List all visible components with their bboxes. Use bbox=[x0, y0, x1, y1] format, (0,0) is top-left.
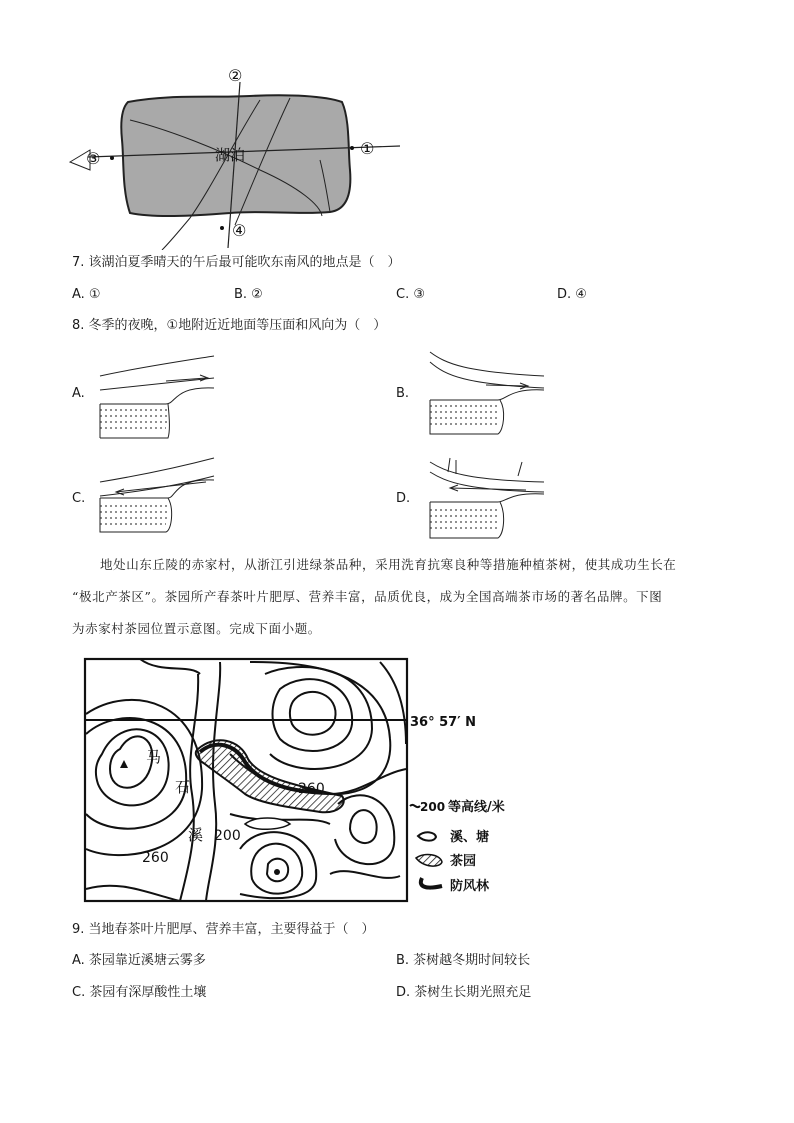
q7-option-d[interactable]: D. ④ bbox=[557, 287, 587, 302]
contour-label-200: 200 bbox=[214, 828, 241, 844]
point-1-label: ① bbox=[360, 139, 375, 158]
legend-label-windbreak: 防风林 bbox=[450, 879, 490, 894]
legend-label-contour: 等高线/米 bbox=[448, 800, 505, 815]
q9-option-c[interactable]: C. 茶园有深厚酸性土壤 bbox=[72, 985, 207, 1000]
stream-char-1: 马 bbox=[146, 748, 162, 766]
legend-label-stream: 溪、塘 bbox=[450, 830, 490, 845]
passage-line-1: 地处山东丘陵的赤家村，从浙江引进绿茶品种，采用洗育抗寒良种等措施种植茶树，使其成功生长在 bbox=[100, 557, 677, 572]
passage-line-2: “极北产茶区”。茶园所产春茶叶片肥厚、营养丰富，品质优良，成为全国高端茶市场的著名品牌。下图 bbox=[72, 589, 663, 604]
lake-label: 湖泊 bbox=[215, 146, 246, 164]
q8-option-c-diagram[interactable] bbox=[96, 452, 218, 544]
legend-icon-windbreak bbox=[421, 878, 442, 888]
q8-option-a-diagram[interactable] bbox=[96, 352, 218, 444]
q9-option-b[interactable]: B. 茶树越冬期时间较长 bbox=[396, 953, 531, 968]
map-legend bbox=[410, 799, 505, 894]
point-3-label: ③ bbox=[86, 149, 101, 168]
q8-option-d-label[interactable]: D. bbox=[396, 491, 411, 506]
q7-option-b[interactable]: B. ② bbox=[234, 287, 263, 302]
q9-stem: 9. 当地春茶叶片肥厚、营养丰富，主要得益于（ ） bbox=[72, 922, 375, 937]
stream-char-3: 溪 bbox=[188, 826, 204, 844]
stream-char-2: 石 bbox=[175, 778, 191, 796]
passage-line-3: 为赤家村茶园位置示意图。完成下面小题。 bbox=[72, 621, 321, 636]
q9-option-a[interactable]: A. 茶园靠近溪塘云雾多 bbox=[72, 953, 206, 968]
contour-label-260-a: 260 bbox=[298, 781, 325, 797]
legend-icon-tea bbox=[416, 855, 442, 867]
q7-option-a[interactable]: A. ① bbox=[72, 287, 101, 302]
point-4-label: ④ bbox=[232, 221, 247, 240]
legend-symbol-contour: 200 bbox=[420, 800, 446, 814]
q8-option-c-label[interactable]: C. bbox=[72, 491, 86, 506]
q8-option-b-diagram[interactable] bbox=[426, 350, 548, 442]
q7-stem: 7. 该湖泊夏季晴天的午后最可能吹东南风的地点是（ ） bbox=[72, 255, 401, 270]
q8-option-b-label[interactable]: B. bbox=[396, 386, 410, 401]
contour-label-260-b: 260 bbox=[142, 850, 169, 866]
q7-option-c[interactable]: C. ③ bbox=[396, 287, 425, 302]
lake-figure bbox=[60, 60, 420, 250]
latitude-label: 36° 57′ N bbox=[410, 715, 477, 730]
q8-option-d-diagram[interactable] bbox=[426, 452, 548, 544]
tea-garden-map bbox=[80, 654, 530, 908]
legend-icon-stream bbox=[418, 832, 436, 840]
q9-option-d[interactable]: D. 茶树生长期光照充足 bbox=[396, 985, 532, 1000]
legend-label-tea: 茶园 bbox=[450, 854, 477, 869]
pond bbox=[245, 818, 290, 829]
q8-stem: 8. 冬季的夜晚，①地附近近地面等压面和风向为（ ） bbox=[72, 318, 387, 333]
point-2-label: ② bbox=[228, 66, 243, 85]
q8-option-a-label[interactable]: A. bbox=[72, 386, 85, 401]
